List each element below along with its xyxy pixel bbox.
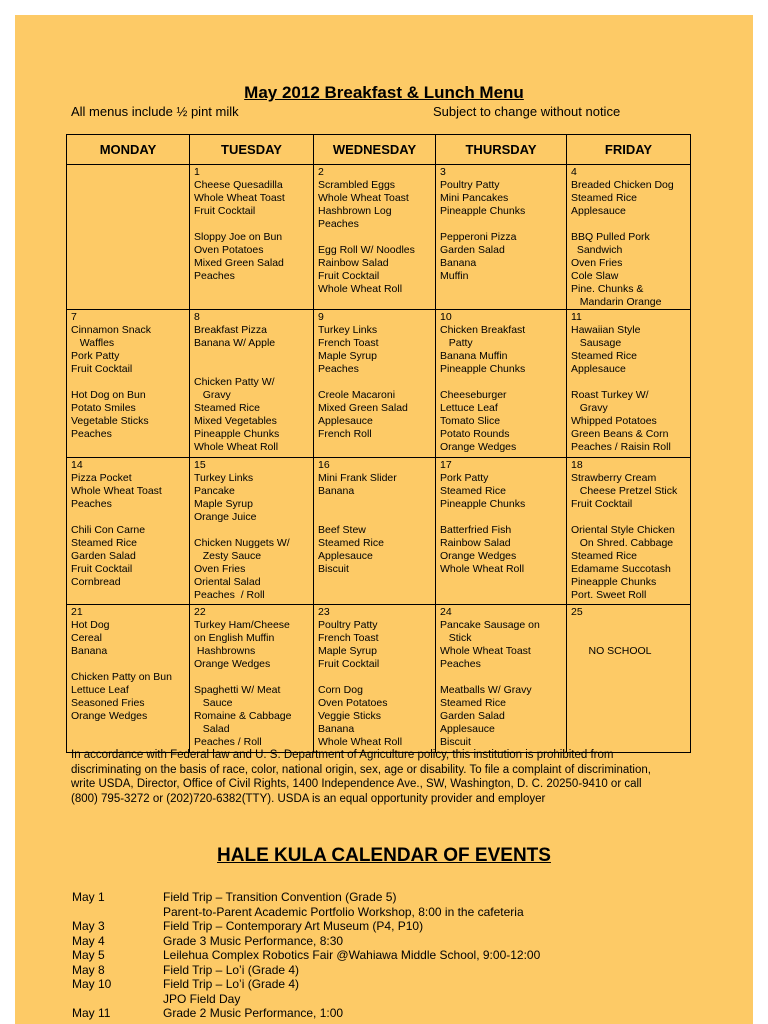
- menu-day-cell: [314, 458, 436, 605]
- date-number: 23: [318, 606, 330, 618]
- date-number: 17: [440, 459, 452, 471]
- menu-item: Pineapple Chunks: [440, 363, 526, 375]
- menu-item: [440, 511, 562, 524]
- menu-item: Turkey Ham/Cheese: [194, 619, 290, 631]
- menu-item: Cole Slaw: [571, 270, 619, 282]
- menu-item: Vegetable Sticks: [71, 415, 149, 427]
- menu-item: Veggie Sticks: [318, 710, 382, 722]
- event-date: May 10: [72, 977, 112, 991]
- menu-item: BBQ Pulled Pork: [571, 231, 650, 243]
- menu-item: Mandarin Orange: [571, 296, 662, 308]
- day-header-thursday: THURSDAY: [436, 135, 567, 165]
- menu-day-cell: [314, 605, 436, 753]
- menu-item: Pork Patty: [440, 472, 489, 484]
- date-number: 2: [318, 166, 324, 178]
- menu-day-cell: [190, 165, 314, 310]
- menu-item: Fruit Cocktail: [194, 205, 256, 217]
- menu-item: Banana W/ Apple: [194, 337, 276, 349]
- menu-item: Cheeseburger: [440, 389, 507, 401]
- menu-item: Sauce: [194, 697, 233, 709]
- menu-item: Oriental Style Chicken: [571, 524, 675, 536]
- menu-item: Garden Salad: [440, 710, 505, 722]
- menu-item: Hot Dog on Bun: [71, 389, 146, 401]
- menu-item: [318, 511, 431, 524]
- menu-item: Biscuit: [318, 563, 349, 575]
- event-date: May 1: [72, 890, 105, 904]
- menu-item: Rainbow Salad: [440, 537, 511, 549]
- menu-item: Peaches: [318, 218, 359, 230]
- menu-item: Banana: [318, 723, 355, 735]
- menu-item: Potato Smiles: [71, 402, 136, 414]
- menu-item: Applesauce: [318, 550, 373, 562]
- menu-item: Hashbrown Log: [318, 205, 392, 217]
- menu-item: [71, 376, 185, 389]
- menu-item: Cheese Quesadilla: [194, 179, 283, 191]
- menu-item: Patty: [440, 337, 473, 349]
- menu-table: [66, 134, 691, 753]
- menu-item: Banana: [71, 645, 108, 657]
- menu-item: Whole Wheat Roll: [318, 283, 403, 295]
- menu-item: [571, 218, 686, 231]
- menu-item: Steamed Rice: [571, 192, 637, 204]
- menu-item: Potato Rounds: [440, 428, 510, 440]
- date-number: 11: [571, 311, 582, 323]
- date-number: 18: [571, 459, 583, 471]
- menu-day-cell: [67, 310, 190, 458]
- menu-item: Fruit Cocktail: [318, 658, 380, 670]
- menu-item: Edamame Succotash: [571, 563, 671, 575]
- menu-item: Sausage: [571, 337, 622, 349]
- menu-item: Applesauce: [571, 363, 626, 375]
- menu-item: Salad: [194, 723, 230, 735]
- event-description: Grade 2 Music Performance, 1:00: [163, 1006, 344, 1020]
- menu-item: Pepperoni Pizza: [440, 231, 517, 243]
- event-description: Leilehua Complex Robotics Fair @Wahiawa Middle School, 9:00-12:00: [163, 948, 541, 962]
- menu-item: Steamed Rice: [440, 697, 506, 709]
- menu-day-cell: [436, 310, 567, 458]
- menu-item: Whole Wheat Roll: [194, 441, 279, 453]
- date-number: 21: [71, 606, 83, 618]
- menu-day-cell: [567, 458, 691, 605]
- date-number: 4: [571, 166, 577, 178]
- menu-item: Whipped Potatoes: [571, 415, 657, 427]
- menu-item: Maple Syrup: [194, 498, 253, 510]
- menu-item: Pizza Pocket: [71, 472, 132, 484]
- menu-item: [571, 511, 686, 524]
- menu-day-cell: [567, 310, 691, 458]
- menu-item: [194, 524, 309, 537]
- menu-item: Fruit Cocktail: [318, 270, 380, 282]
- day-header-wednesday: WEDNESDAY: [314, 135, 436, 165]
- menu-item: [194, 671, 309, 684]
- event-date: May 5: [72, 948, 105, 962]
- menu-item: Egg Roll W/ Noodles: [318, 244, 415, 256]
- menu-item: Whole Wheat Toast: [440, 645, 531, 657]
- menu-page: [15, 15, 753, 1024]
- menu-day-cell: [190, 458, 314, 605]
- menu-item: Peaches: [71, 498, 112, 510]
- menu-item: Peaches: [440, 658, 481, 670]
- usda-disclaimer: In accordance with Federal law and U. S. Department of Agriculture policy, this institution is prohibited from discriminating on the basis of race, color, national origin, sex, age or disability. To file a complaint of discrimination, write USDA, Director, Office of Civil Rights, 1400 Independence Ave., SW, Washington, D. C. 20250-9410 or call (800) 795-3272 or (202)720-6382(TTY). USDA is an equal opportunity provider and employer: [71, 749, 651, 805]
- menu-item: Green Beans & Corn: [571, 428, 669, 440]
- menu-item: Port. Sweet Roll: [571, 589, 647, 601]
- milk-note: All menus include ½ pint milk: [71, 104, 239, 119]
- menu-item: [440, 671, 562, 684]
- menu-item: Cinnamon Snack: [71, 324, 151, 336]
- menu-item: Spaghetti W/ Meat: [194, 684, 281, 696]
- menu-item: Mixed Green Salad: [194, 257, 284, 269]
- menu-item: Steamed Rice: [571, 550, 637, 562]
- menu-item: Turkey Links: [194, 472, 254, 484]
- menu-item: Orange Wedges: [440, 441, 517, 453]
- menu-item: [440, 218, 562, 231]
- menu-item: [194, 363, 309, 376]
- event-date: May 4: [72, 933, 105, 948]
- menu-item: Garden Salad: [440, 244, 505, 256]
- event-date: May 8: [72, 962, 105, 977]
- menu-item: Biscuit: [440, 736, 471, 748]
- menu-day-cell: [436, 458, 567, 605]
- menu-item: Whole Wheat Roll: [318, 736, 403, 748]
- menu-item: [318, 376, 431, 389]
- menu-item: Orange Wedges: [440, 550, 517, 562]
- menu-item: Pancake Sausage on: [440, 619, 540, 631]
- menu-item: Chicken Patty W/: [194, 376, 275, 388]
- menu-item: Oven Fries: [571, 257, 623, 269]
- menu-item: Roast Turkey W/: [571, 389, 649, 401]
- menu-item: Breaded Chicken Dog: [571, 179, 674, 191]
- menu-item: Banana: [440, 257, 477, 269]
- menu-week-row: [67, 310, 691, 458]
- menu-item: Applesauce: [571, 205, 626, 217]
- menu-item: Orange Wedges: [194, 658, 271, 670]
- date-number: 9: [318, 311, 324, 323]
- menu-item: NO SCHOOL: [571, 645, 652, 657]
- event-description: Parent-to-Parent Academic Portfolio Workshop, 8:00 in the cafeteria: [163, 904, 524, 919]
- menu-item: Seasoned Fries: [71, 697, 145, 709]
- menu-item: Hashbrowns: [194, 645, 256, 657]
- menu-item: Chicken Breakfast: [440, 324, 526, 336]
- menu-item: Sloppy Joe on Bun: [194, 231, 283, 243]
- menu-item: Pineapple Chunks: [571, 576, 657, 588]
- menu-item: Chicken Patty on Bun: [71, 671, 172, 683]
- menu-item: Peaches / Roll: [194, 589, 265, 601]
- menu-item: Garden Salad: [71, 550, 136, 562]
- menu-item: Fruit Cocktail: [571, 498, 633, 510]
- menu-item: Breakfast Pizza: [194, 324, 267, 336]
- menu-day-cell: [436, 605, 567, 753]
- menu-item: Applesauce: [318, 415, 373, 427]
- menu-item: Muffin: [440, 270, 469, 282]
- menu-item: Pork Patty: [71, 350, 120, 362]
- menu-item: Strawberry Cream: [571, 472, 657, 484]
- menu-item: Rainbow Salad: [318, 257, 389, 269]
- menu-item: Batterfried Fish: [440, 524, 512, 536]
- menu-item: Oven Potatoes: [194, 244, 264, 256]
- date-number: 14: [71, 459, 83, 471]
- menu-item: Maple Syrup: [318, 645, 377, 657]
- menu-item: Applesauce: [440, 723, 495, 735]
- menu-week-row: [67, 165, 691, 310]
- menu-item: Gravy: [194, 389, 231, 401]
- menu-item: Peaches: [194, 270, 235, 282]
- menu-item: Mixed Green Salad: [318, 402, 408, 414]
- menu-item: Whole Wheat Roll: [440, 563, 525, 575]
- change-note: Subject to change without notice: [433, 104, 621, 119]
- menu-item: [571, 632, 686, 645]
- menu-item: Steamed Rice: [194, 402, 260, 414]
- menu-day-cell: [436, 165, 567, 310]
- menu-day-cell: [314, 310, 436, 458]
- menu-item: French Roll: [318, 428, 372, 440]
- menu-item: [194, 350, 309, 363]
- day-header-tuesday: TUESDAY: [190, 135, 314, 165]
- menu-item: [571, 619, 686, 632]
- menu-item: Steamed Rice: [318, 537, 384, 549]
- menu-item: Romaine & Cabbage: [194, 710, 292, 722]
- day-header-row: [67, 135, 691, 165]
- menu-item: Banana: [318, 485, 355, 497]
- menu-day-cell: [190, 310, 314, 458]
- menu-item: Chili Con Carne: [71, 524, 146, 536]
- day-header-friday: FRIDAY: [567, 135, 691, 165]
- event-description: Field Trip – Lo’i (Grade 4): [163, 962, 300, 977]
- menu-item: Poultry Patty: [440, 179, 500, 191]
- menu-item: Creole Macaroni: [318, 389, 396, 401]
- menu-item: Lettuce Leaf: [440, 402, 498, 414]
- menu-item: Zesty Sauce: [194, 550, 262, 562]
- menu-item: Oven Potatoes: [318, 697, 388, 709]
- date-number: 22: [194, 606, 206, 618]
- menu-title: May 2012 Breakfast & Lunch Menu: [244, 83, 524, 102]
- menu-item: Mini Pancakes: [440, 192, 509, 204]
- menu-item: [318, 671, 431, 684]
- menu-item: Peaches / Raisin Roll: [571, 441, 671, 453]
- menu-item: on English Muffin: [194, 632, 275, 644]
- menu-item: Chicken Nuggets W/: [194, 537, 290, 549]
- menu-item: Whole Wheat Toast: [71, 485, 162, 497]
- menu-item: Steamed Rice: [571, 350, 637, 362]
- menu-item: Gravy: [571, 402, 608, 414]
- menu-item: Pancake: [194, 485, 235, 497]
- menu-item: Scrambled Eggs: [318, 179, 396, 191]
- date-number: 1: [194, 166, 200, 178]
- menu-item: Beef Stew: [318, 524, 366, 536]
- menu-item: Maple Syrup: [318, 350, 377, 362]
- date-number: 7: [71, 311, 77, 323]
- menu-item: Waffles: [71, 337, 115, 349]
- menu-item: Peaches: [71, 428, 112, 440]
- menu-item: Whole Wheat Toast: [194, 192, 285, 204]
- menu-item: Whole Wheat Toast: [318, 192, 409, 204]
- event-description: Grade 3 Music Performance, 8:30: [163, 933, 344, 948]
- menu-item: Fruit Cocktail: [71, 563, 133, 575]
- event-date: May 11: [72, 1006, 111, 1020]
- event-description: Field Trip – Contemporary Art Museum (P4, P10): [163, 919, 424, 933]
- menu-day-cell: [67, 458, 190, 605]
- menu-item: Hawaiian Style: [571, 324, 641, 336]
- menu-item: [440, 376, 562, 389]
- menu-item: Steamed Rice: [440, 485, 506, 497]
- menu-item: Banana Muffin: [440, 350, 508, 362]
- menu-item: Oriental Salad: [194, 576, 261, 588]
- menu-item: [318, 231, 431, 244]
- menu-item: Pineapple Chunks: [440, 205, 526, 217]
- menu-item: [194, 218, 309, 231]
- event-description: JPO Field Day: [163, 991, 241, 1006]
- menu-item: Stick: [440, 632, 472, 644]
- menu-day-cell: [190, 605, 314, 753]
- menu-item: Cheese Pretzel Stick: [571, 485, 678, 497]
- menu-day-cell: [67, 165, 190, 310]
- menu-item: Steamed Rice: [71, 537, 137, 549]
- menu-item: Peaches / Roll: [194, 736, 262, 748]
- day-header-monday: MONDAY: [67, 135, 190, 165]
- menu-body: [67, 165, 691, 753]
- event-date: May 3: [72, 919, 105, 933]
- event-description: Field Trip – Lo’i (Grade 4): [163, 977, 300, 991]
- menu-week-row: [67, 458, 691, 605]
- events-title: HALE KULA CALENDAR OF EVENTS: [217, 845, 551, 866]
- menu-item: [71, 658, 185, 671]
- date-number: 10: [440, 311, 452, 323]
- menu-item: Pineapple Chunks: [440, 498, 526, 510]
- menu-item: Peaches: [318, 363, 359, 375]
- event-description: Field Trip – Transition Convention (Grade 5): [163, 890, 397, 904]
- menu-item: Poultry Patty: [318, 619, 378, 631]
- menu-item: Cornbread: [71, 576, 121, 588]
- menu-day-cell: [314, 165, 436, 310]
- date-number: 25: [571, 606, 583, 618]
- menu-day-cell: [567, 165, 691, 310]
- menu-item: Orange Juice: [194, 511, 257, 523]
- menu-item: Pine. Chunks &: [571, 283, 644, 295]
- menu-item: Mixed Vegetables: [194, 415, 277, 427]
- menu-item: Orange Wedges: [71, 710, 148, 722]
- menu-item: Sandwich: [571, 244, 623, 256]
- menu-item: [71, 511, 185, 524]
- menu-item: Hot Dog: [71, 619, 110, 631]
- menu-item: Pineapple Chunks: [194, 428, 280, 440]
- menu-week-row: [67, 605, 691, 753]
- menu-day-cell: [67, 605, 190, 753]
- date-number: 3: [440, 166, 446, 178]
- menu-item: Fruit Cocktail: [71, 363, 133, 375]
- menu-item: Corn Dog: [318, 684, 363, 696]
- menu-item: Lettuce Leaf: [71, 684, 129, 696]
- menu-item: Oven Fries: [194, 563, 246, 575]
- date-number: 24: [440, 606, 452, 618]
- menu-item: [318, 498, 431, 511]
- date-number: 15: [194, 459, 206, 471]
- menu-item: Tomato Slice: [440, 415, 501, 427]
- menu-item: Turkey Links: [318, 324, 378, 336]
- menu-day-cell: [567, 605, 691, 753]
- menu-item: Mini Frank Slider: [318, 472, 397, 484]
- menu-item: On Shred. Cabbage: [571, 537, 674, 549]
- menu-item: Meatballs W/ Gravy: [440, 684, 532, 696]
- date-number: 8: [194, 311, 200, 323]
- menu-item: French Toast: [318, 632, 379, 644]
- menu-item: Cereal: [71, 632, 102, 644]
- date-number: 16: [318, 459, 330, 471]
- menu-item: French Toast: [318, 337, 379, 349]
- menu-item: [571, 376, 686, 389]
